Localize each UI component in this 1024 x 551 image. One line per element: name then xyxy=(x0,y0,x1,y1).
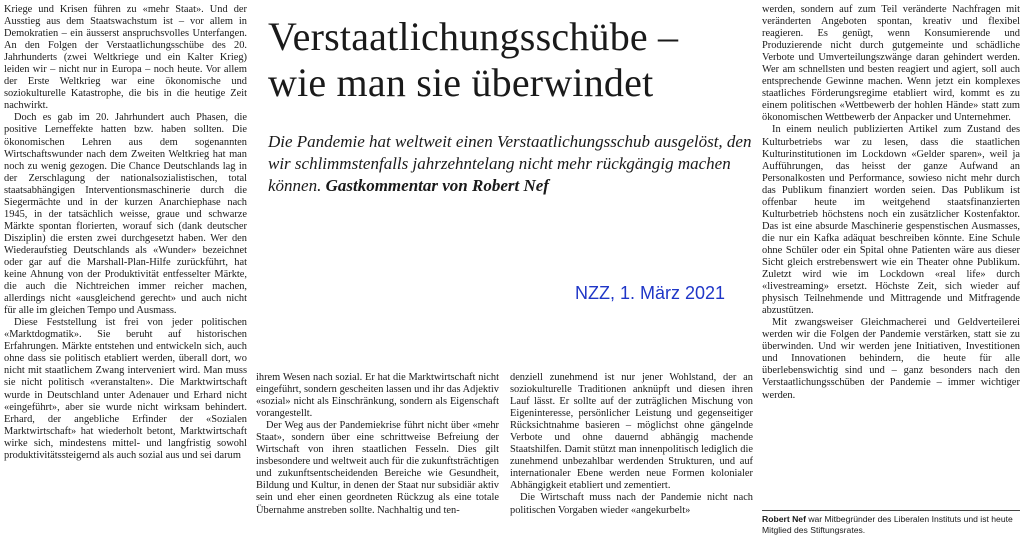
paragraph: Kriege und Krisen führen zu «mehr Staat». Und der Ausstieg aus dem Staatswachstum ist – vor allem in Demokratien – ein äusserst anspruchsvolles Unterfangen. An den Folgen der Verstaatlichungsschübe des 20. Jahrhunderts (zwei Weltkriege und ein Kalter Krieg) leiden wir – nicht nur in Europa – noch heute. Vor allem der Erste Weltkrieg war eine ökonomische und soziokulturelle Katastrophe, die bis in die heutige Zeit nachwirkt. xyxy=(4,4,247,112)
lead-text: Die Pandemie hat weltweit einen Verstaatlichungsschub ausgelöst, den wir schlimmstenfalls jahrzehntelang nicht mehr rückgängig machen können. xyxy=(268,132,752,195)
author-name: Robert Nef xyxy=(762,514,806,524)
article-column-1 xyxy=(4,4,247,462)
paragraph: In einem neulich publizierten Artikel zum Zustand des Kulturbetriebs war zu lesen, dass die staatlichen Kulturinstitutionen im Lockdown «Gelder sparen», weil ja Aufführungen, das heisst der ganze Aufwand an Personalkosten und Performance, sowieso nicht mehr durch das Publikum finanziert worden seien. Das Publikum ist offenbar heute im weitgehend staatsfinanzierten Kulturbetrieb höchstens noch ein zusätzlicher Kostenfaktor. Das ist eine absurde Maschinerie gespenstischen Ausmasses, die nur ein Kafka adäquat beschreiben könnte. Eine Schule ohne Schüler oder ein Spital ohne Patienten wäre aus dieser Sicht gleich erstrebenswert wie ein Theater ohne Publikum. Zuletzt wird wie im Lockdown «real life» durch «livestreaming» ersetzt. Höchste Zeit, sich wieder auf physisch Teilnehmende und Mittragende und Mitfragende abzustützen. xyxy=(762,124,1020,317)
headline xyxy=(268,14,758,106)
paragraph: denziell zunehmend ist nur jener Wohlstand, der an soziokulturelle Traditionen anknüpft und diesen ihren Lauf lässt. Er sollte auf der zuträglichen Mischung von Eigeninteresse, persönlicher Leistung und gegenseitiger Rücksichtnahme basieren – möglichst ohne gängelnde Verbote und ohne dauernd abhängig machende Staatshilfen. Damit stützt man innenpolitisch lediglich die zunehmend unbezahlbar werdenden Strukturen, und auf internationaler Ebene werden neue Formen kolonialer Abhängigkeit etabliert und zementiert. xyxy=(510,372,753,492)
paragraph: ihrem Wesen nach sozial. Er hat die Marktwirtschaft nicht eingeführt, sondern gescheiten lassen und ihr das Adjektiv «sozial» nicht als Einschränkung, sondern als Eigenschaft vorangestellt. xyxy=(256,372,499,420)
article-column-3 xyxy=(510,372,753,517)
paragraph: Diese Feststellung ist frei von jeder politischen «Marktdogmatik». Sie beruht auf historischen Erfahrungen. Märkte entstehen und entwickeln sich, auch ohne dass sie politisch etabliert werden, überall dort, wo nicht mit staatlichem Zwang interveniert wird. Man muss sie nicht politisch «veranstalten». Die Marktwirtschaft wurde in Deutschland unter Adenauer und Erhard nicht «eingeführt», aber sie wurde nicht wirksam behindert. Erhard, der angebliche Erfinder der «Sozialen Marktwirtschaft» hat wiederholt betont, Marktwirtschaft wirke sich, mindestens mittel- und langfristig sowohl produktivitätssteigernd als auch sozial aus und sei darum xyxy=(4,317,247,461)
author-bio: war Mitbegründer des Liberalen Instituts und ist heute Mitglied des Stiftungsrates. xyxy=(762,514,1013,535)
paragraph: Die Wirtschaft muss nach der Pandemie nicht nach politischen Vorgaben wieder «angekurbelt» xyxy=(510,492,753,516)
lead-paragraph xyxy=(268,131,758,197)
author-note xyxy=(762,514,1020,536)
article-column-2 xyxy=(256,372,499,517)
paragraph: Doch es gab im 20. Jahrhundert auch Phasen, die positive Lerneffekte hatten bzw. haben sollten. Die ökonomischen Lehren aus dem sogenannten Wirtschaftswunder nach dem Zweiten Weltkrieg hat man noch zu wenig gezogen. Die Chance Deutschlands lag in der Zerschlagung der nationalsozialistischen, total staatsabhängigen Interventionsmaschinerie durch die Siegermächte und in der kurzen Anarchiephase nach 1945, in der tatsächlich weisse, graue und schwarze Märkte spontan florierten, worauf sich (dank deutscher Disziplin) die ersten zwei durchgesetzt haben. Wer den Wiederaufstieg Deutschlands als «Wunder» bezeichnet oder gar auf die Marshall-Plan-Hilfe zurückführt, hat keine Ahnung von der Produktivität entfesselter Märkte, die auch die Nichtreichen immer reicher machen, allerdings nicht «ausgleichend gerecht» und auch nicht für alle im gleichen Tempo und Ausmass. xyxy=(4,112,247,317)
paragraph: Mit zwangsweiser Gleichmacherei und Geldverteilerei werden wir die Folgen der Pandemie verstärken, statt sie zu überwinden. Und wir werden jene Initiativen, Investitionen und Innovationen behindern, die heute für alle überlebenswichtig sind und – ganz besonders nach den Verstaatlichungsschüben der Pandemie – immer wichtiger werden. xyxy=(762,317,1020,401)
headline-line-2: wie man sie überwindet xyxy=(268,60,654,105)
article-column-4 xyxy=(762,4,1020,402)
byline: Gastkommentar von Robert Nef xyxy=(325,176,549,195)
source-annotation: NZZ, 1. März 2021 xyxy=(575,283,726,303)
divider xyxy=(762,510,1020,511)
paragraph: Der Weg aus der Pandemiekrise führt nicht über «mehr Staat», sondern über eine schrittweise Befreiung der Wirtschaft von ihren staatlichen Fesseln. Dies gilt insbesondere und weltweit auch für die zukunftsträchtigen und zukunftsentscheidenden Bereiche wie Gesundheit, Bildung und Kultur, in denen der Staat nur subsidiär aktiv sein und eher einen geordneten Rückzug als eine totale Übernahme anstreben sollte. Nachhaltig und ten- xyxy=(256,420,499,516)
headline-line-1: Verstaatlichungsschübe – xyxy=(268,14,679,59)
paragraph: werden, sondern auf zum Teil veränderte Nachfragen mit veränderten Angeboten spontan, kreativ und flexibel reagieren. Es genügt, wenn Konsumierende und Produzierende nicht durch gutgemeinte und schädliche Verbote und Umverteilungszwänge daran gehindert werden. Wer am schnellsten und besten reagiert und agiert, soll auch entsprechende Gewinne machen. Wenn jetzt ein komplexes staatliches Förderungsregime etabliert wird, kommt es zu einem politischen «Wettbewerb der hohlen Hände» statt zum ökonomischen Wettbewerb der Anpacker und Unternehmer. xyxy=(762,4,1020,124)
